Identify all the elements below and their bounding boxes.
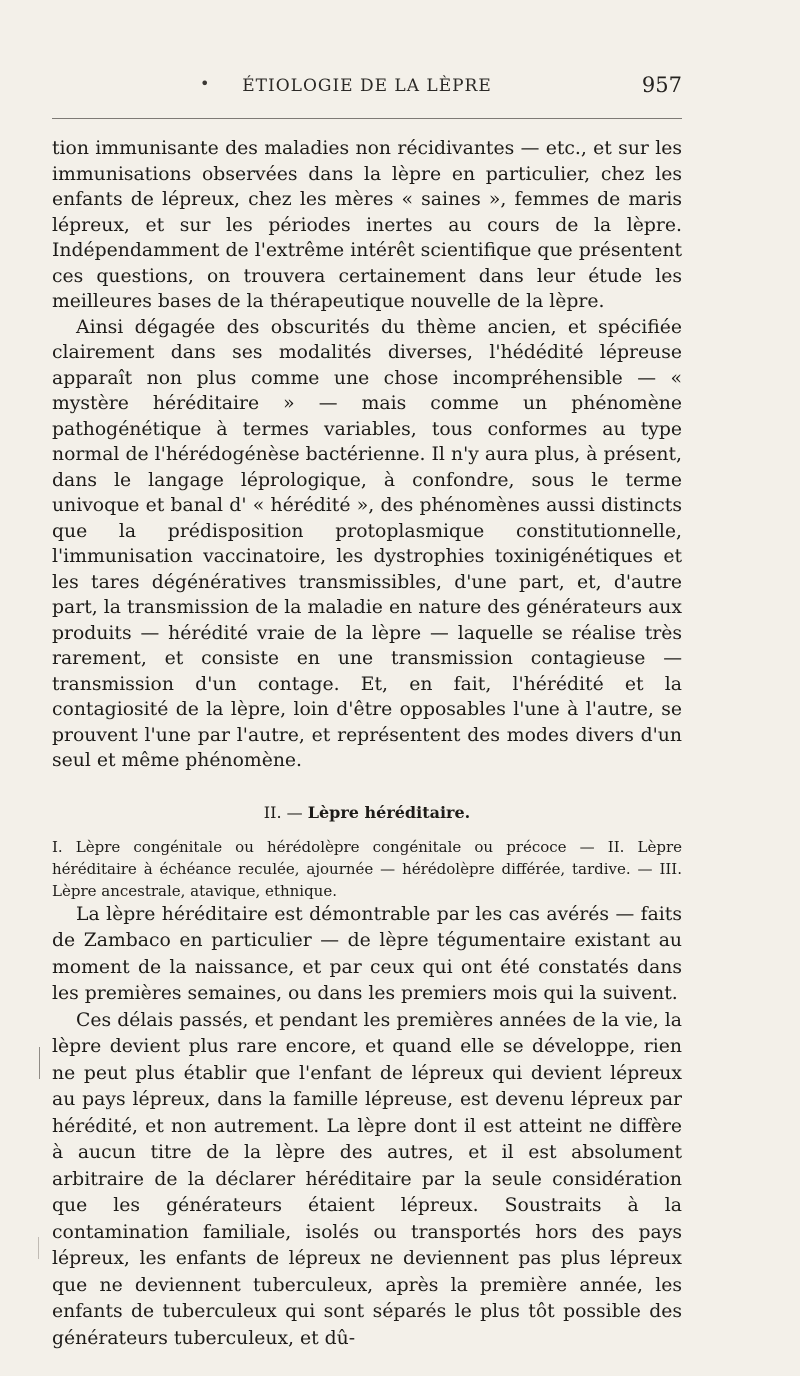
paragraph-1: tion immunisante des maladies non récidivantes — etc., et sur les immunisations observées dans la lèpre en particulier, chez les enfants de lépreux, chez les mères « saines », femmes de maris lépreux, et sur les périodes inertes au cours de la lèpre. Indépendamment de l'extrême intérêt scientifique que présentent ces questions, on trouvera certainement dans leur étude les meilleures bases de la thérapeutique nouvelle de la lèpre.	[52, 138, 682, 312]
margin-mark-faint	[38, 1237, 39, 1259]
section-title	[52, 802, 682, 824]
page-header	[52, 73, 682, 106]
section-summary: I. Lèpre congénitale ou hérédolèpre congénitale ou précoce — II. Lèpre héréditaire à échéance reculée, ajournée — hérédolèpre différée, tardive. — III. Lèpre ancestrale, atavique, ethnique.	[52, 837, 682, 900]
paragraph-2: Ainsi dégagée des obscurités du thème ancien, et spécifiée clairement dans ses modalités diverses, l'hédédité lépreuse apparaît non plus comme une chose incompréhensible — « mystère héréditaire » — mais comme un phénomène pathogénétique à termes variables, tous conformes au type normal de l'hérédogénèse bactérienne. Il n'y aura plus, à présent, dans le langage léprologique, à confondre, sous le terme univoque et banal d' « hérédité », des phénomènes aussi distincts que la prédisposition protoplasmique constitutionnelle, l'immunisation vaccinatoire, les dystrophies toxinigénétiques et les tares dégénératives transmissibles, d'une part, et, d'autre part, la transmission de la maladie en nature des générateurs aux produits — hérédité vraie de la lèpre — laquelle se réalise très rarement, et consiste en une transmission contagieuse — transmission d'un contage. Et, en fait, l'hérédité et la contagiosité de la lèpre, loin d'être opposables l'une à l'autre, se prouvent l'une par l'autre, et représentent des modes divers d'un seul et même phénomène.	[52, 316, 682, 771]
header-rule	[52, 118, 682, 119]
section-number: II. —	[263, 802, 303, 822]
page-number: 957	[641, 73, 682, 97]
margin-mark	[39, 1047, 40, 1079]
section-paragraph-2: Ces délais passés, et pendant les premières années de la vie, la lèpre devient plus rare encore, et quand elle se développe, rien ne peut plus établir que l'enfant de lépreux qui devient lépreux au pays lépreux, dans la famille lépreuse, est devenu lépreux par hérédité, et non autrement. La lèpre dont il est atteint ne diffère à aucun titre de la lèpre des autres, et il est absolument arbitraire de la déclarer héréditaire par la seule considération que les générateurs étaient lépreux. Soustraits à la contamination familiale, isolés ou transportés hors des pays lépreux, les enfants de lépreux ne deviennent pas plus lépreux que ne deviennent tuberculeux, après la première année, les enfants de tuberculeux qui sont séparés le plus tôt possible des générateurs tuberculeux, et dû-	[52, 1009, 682, 1349]
section-content	[52, 902, 682, 1353]
section-heading: Lèpre héréditaire.	[307, 802, 471, 822]
header-bullet: •	[200, 74, 210, 93]
page-body	[52, 136, 682, 1352]
section-paragraph-1: La lèpre héréditaire est démontrable par les cas avérés — faits de Zambaco en particulier — de lèpre tégumentaire existant au moment de la naissance, et par ceux qui ont été constatés dans les premières semaines, ou dans les premiers mois qui la suivent.	[52, 903, 682, 1004]
running-head: ÉTIOLOGIE DE LA LÈPRE	[242, 76, 492, 96]
